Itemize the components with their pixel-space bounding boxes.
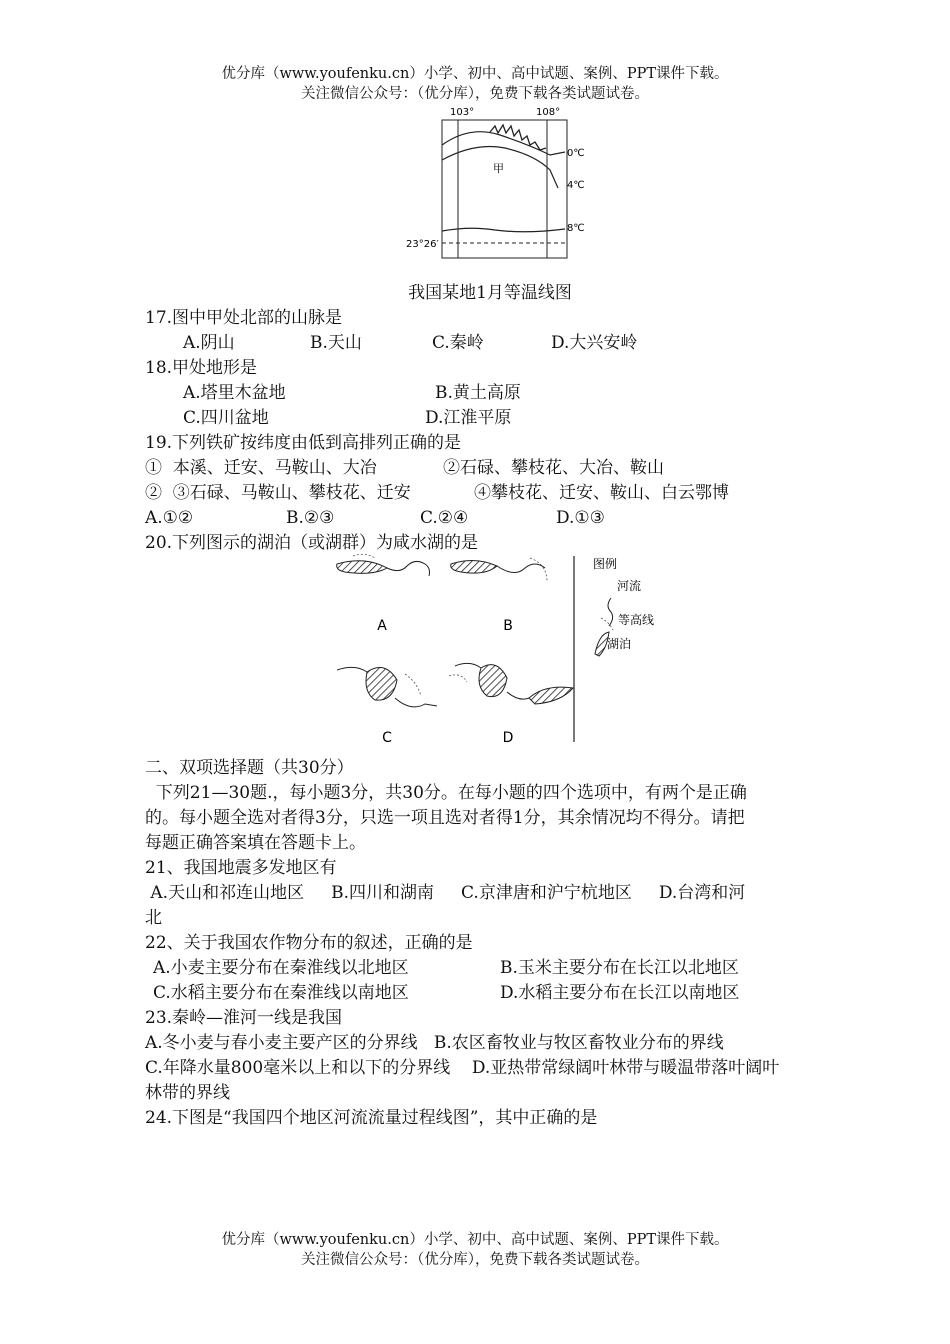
q18-option-d: D.江淮平原: [425, 408, 512, 428]
q20-stem: 20.下列图示的湖泊（或湖群）为咸水湖的是: [145, 533, 479, 553]
lon-right-label: 108°: [536, 107, 561, 118]
lake-legend: [593, 556, 654, 656]
lakes-figure: [325, 552, 670, 747]
mountain-range: [490, 125, 546, 150]
q19-option-a: A.①②: [145, 508, 194, 528]
isotherm-map: [400, 100, 600, 260]
q19-statement-3: ② ③石碌、马鞍山、攀枝花、迁安: [145, 483, 411, 503]
q22-option-a: A.小麦主要分布在秦淮线以北地区: [153, 958, 409, 978]
section2-instructions-1: 下列21—30题.，每小题3分，共30分。在每小题的四个选项中，有两个是正确: [145, 783, 747, 803]
legend-contour-symbol: [601, 618, 613, 630]
q21-options: A.天山和祁连山地区 B.四川和湖南 C.京津唐和沪宁杭地区 D.台湾和河: [145, 883, 746, 903]
lake-label-a: A: [377, 618, 387, 634]
legend-lake-label: 湖泊: [607, 637, 632, 651]
q17-stem: 17.图中甲处北部的山脉是: [145, 308, 343, 328]
lake-c: [337, 667, 437, 746]
section2-instructions-2: 的。每小题全选对者得3分，只选一项且选对者得1分，其余情况均不得分。请把: [145, 808, 745, 828]
q22-option-b: B.玉米主要分布在长江以北地区: [500, 958, 739, 978]
q23-options-1: A.冬小麦与春小麦主要产区的分界线 B.农区畜牧业与牧区畜牧业分布的界线: [145, 1033, 724, 1053]
q24-stem: 24.下图是“我国四个地区河流流量过程线图”，其中正确的是: [145, 1108, 598, 1128]
q17-option-b: B.天山: [310, 333, 362, 353]
q18-option-a: A.塔里木盆地: [183, 383, 286, 403]
q19-option-d: D.①③: [556, 508, 605, 528]
latitude-label: 23°26′: [406, 239, 439, 250]
q23-options-2: C.年降水量800毫米以上和以下的分界线 D.亚热带常绿阔叶林带与暖温带落叶阔叶: [145, 1058, 780, 1078]
q17-option-c: C.秦岭: [432, 333, 484, 353]
q19-option-b: B.②③: [286, 508, 335, 528]
q23-options-3: 林带的界线: [145, 1083, 230, 1103]
section2-title: 二、双项选择题（共30分）: [145, 758, 354, 778]
legend-river-symbol: [608, 598, 613, 626]
q19-statement-2: ②石碌、攀枝花、大冶、鞍山: [443, 458, 664, 478]
lake-label-d: D: [502, 730, 514, 746]
header-line-2: 关注微信公众号：（优分库），免费下载各类试题试卷。: [301, 86, 649, 102]
iso-8-label: 8℃: [567, 223, 585, 234]
q19-statement-1: ① 本溪、迁安、马鞍山、大冶: [145, 458, 377, 478]
legend-contour-label: 等高线: [618, 613, 655, 627]
iso-0-label: 0℃: [567, 148, 585, 159]
iso-4-label: 4℃: [567, 180, 585, 191]
section2-instructions-3: 每题正确答案填在答题卡上。: [145, 833, 366, 853]
q23-stem: 23.秦岭—淮河一线是我国: [145, 1008, 343, 1028]
lake-label-b: B: [503, 618, 513, 634]
lake-d: [449, 663, 573, 746]
q18-option-b: B.黄土高原: [435, 383, 521, 403]
q21-stem: 21、我国地震多发地区有: [145, 858, 337, 878]
place-label-jia: 甲: [493, 162, 504, 175]
q19-statement-4: ④攀枝花、迁安、鞍山、白云鄂博: [474, 483, 729, 503]
lon-left-label: 103°: [450, 107, 475, 118]
q22-option-c: C.水稻主要分布在秦淮线以南地区: [153, 983, 409, 1003]
footer-line-1: 优分库（www.youfenku.cn）小学、初中、高中试题、案例、PPT课件下载。: [221, 1232, 729, 1248]
legend-river-label: 河流: [617, 579, 642, 593]
map-frame: [442, 120, 567, 258]
q19-stem: 19.下列铁矿按纬度由低到高排列正确的是: [145, 433, 462, 453]
lake-label-c: C: [382, 730, 392, 746]
q19-option-c: C.②④: [420, 508, 469, 528]
q22-stem: 22、关于我国农作物分布的叙述，正确的是: [145, 933, 473, 953]
q18-stem: 18.甲处地形是: [145, 358, 258, 378]
q21-options-continued: 北: [145, 908, 162, 928]
map-caption: 我国某地1月等温线图: [408, 283, 572, 303]
lake-a: [337, 554, 430, 634]
legend-title: 图例: [593, 557, 618, 571]
footer-line-2: 关注微信公众号：（优分库），免费下载各类试题试卷。: [301, 1252, 649, 1268]
lake-b: [451, 558, 547, 634]
header-line-1: 优分库（www.youfenku.cn）小学、初中、高中试题、案例、PPT课件下载。: [221, 66, 729, 82]
q17-option-d: D.大兴安岭: [551, 333, 638, 353]
q18-option-c: C.四川盆地: [183, 408, 269, 428]
q17-option-a: A.阴山: [183, 333, 235, 353]
q22-option-d: D.水稻主要分布在长江以南地区: [500, 983, 740, 1003]
